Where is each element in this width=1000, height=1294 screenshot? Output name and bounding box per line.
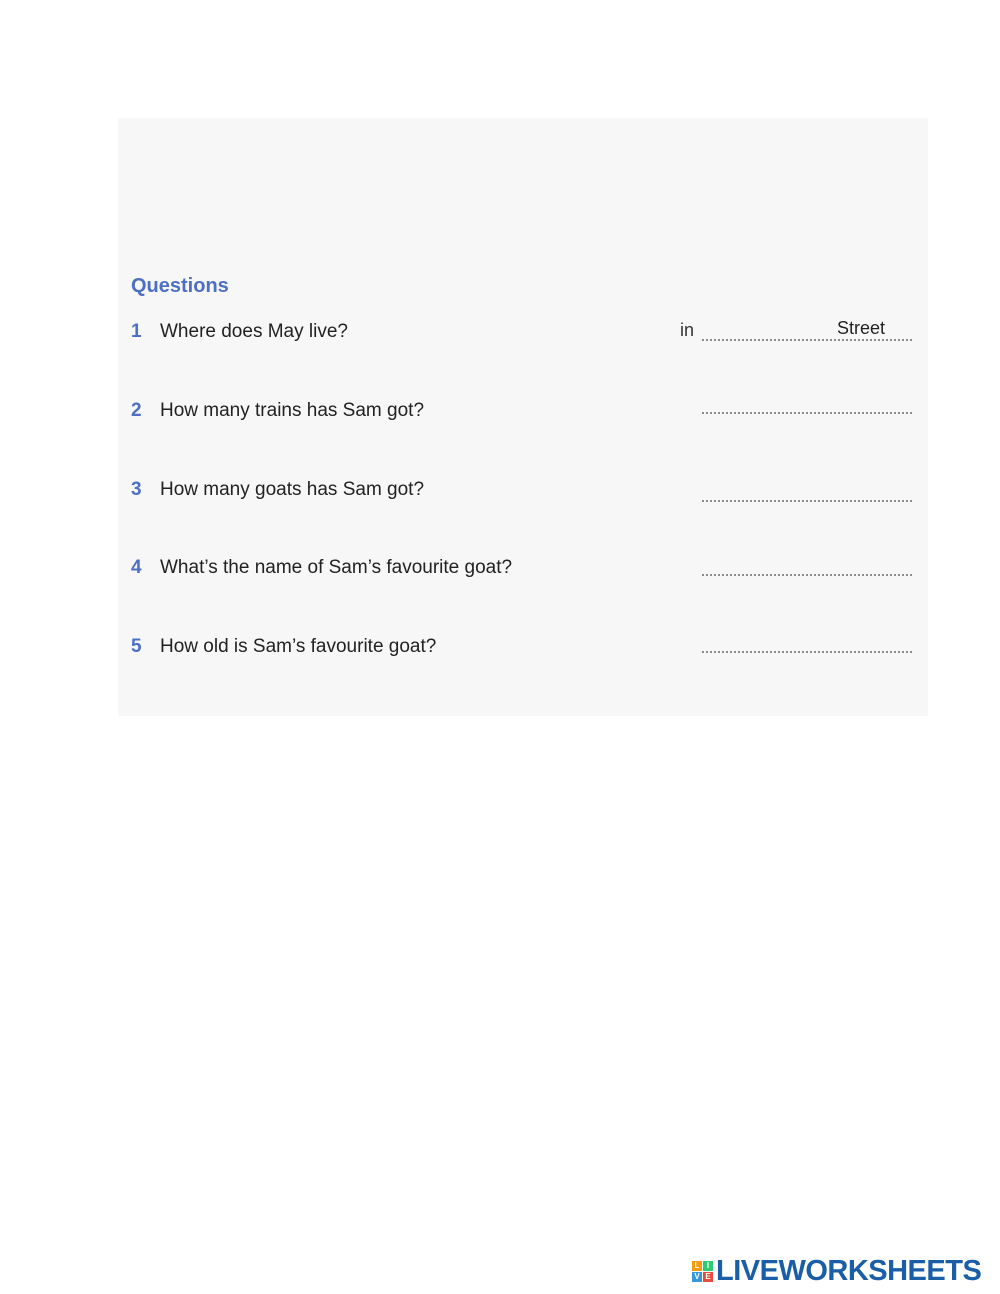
answer-field-4[interactable]: [702, 574, 912, 576]
question-text: How many trains has Sam got?: [160, 400, 425, 421]
question-text: Where does May live?: [160, 321, 348, 342]
answer-field-2[interactable]: [702, 412, 912, 414]
logo-mark-icon: [692, 1261, 713, 1282]
logo-mark-letter: I: [703, 1261, 713, 1271]
questions-heading: Questions: [131, 275, 229, 297]
question-number: 3: [131, 479, 142, 500]
question-number: 4: [131, 557, 142, 578]
question-text: How old is Sam’s favourite goat?: [160, 636, 437, 657]
answer-prefix: in: [680, 320, 695, 340]
logo-text: LIVEWORKSHEETS: [716, 1255, 982, 1287]
question-text: How many goats has Sam got?: [160, 479, 425, 500]
question-text: What’s the name of Sam’s favourite goat?: [160, 557, 513, 578]
answer-field-3[interactable]: [702, 500, 912, 502]
logo-mark-letter: E: [703, 1272, 713, 1282]
question-number: 1: [131, 321, 142, 342]
question-number: 5: [131, 636, 142, 657]
answer-field-5[interactable]: [702, 651, 912, 653]
answer-field-1[interactable]: [702, 339, 912, 341]
answer-suffix: Street: [837, 318, 886, 338]
question-number: 2: [131, 400, 142, 421]
liveworksheets-logo: [692, 1255, 981, 1288]
logo-mark-letter: V: [692, 1272, 702, 1282]
logo-mark-letter: L: [692, 1261, 702, 1271]
